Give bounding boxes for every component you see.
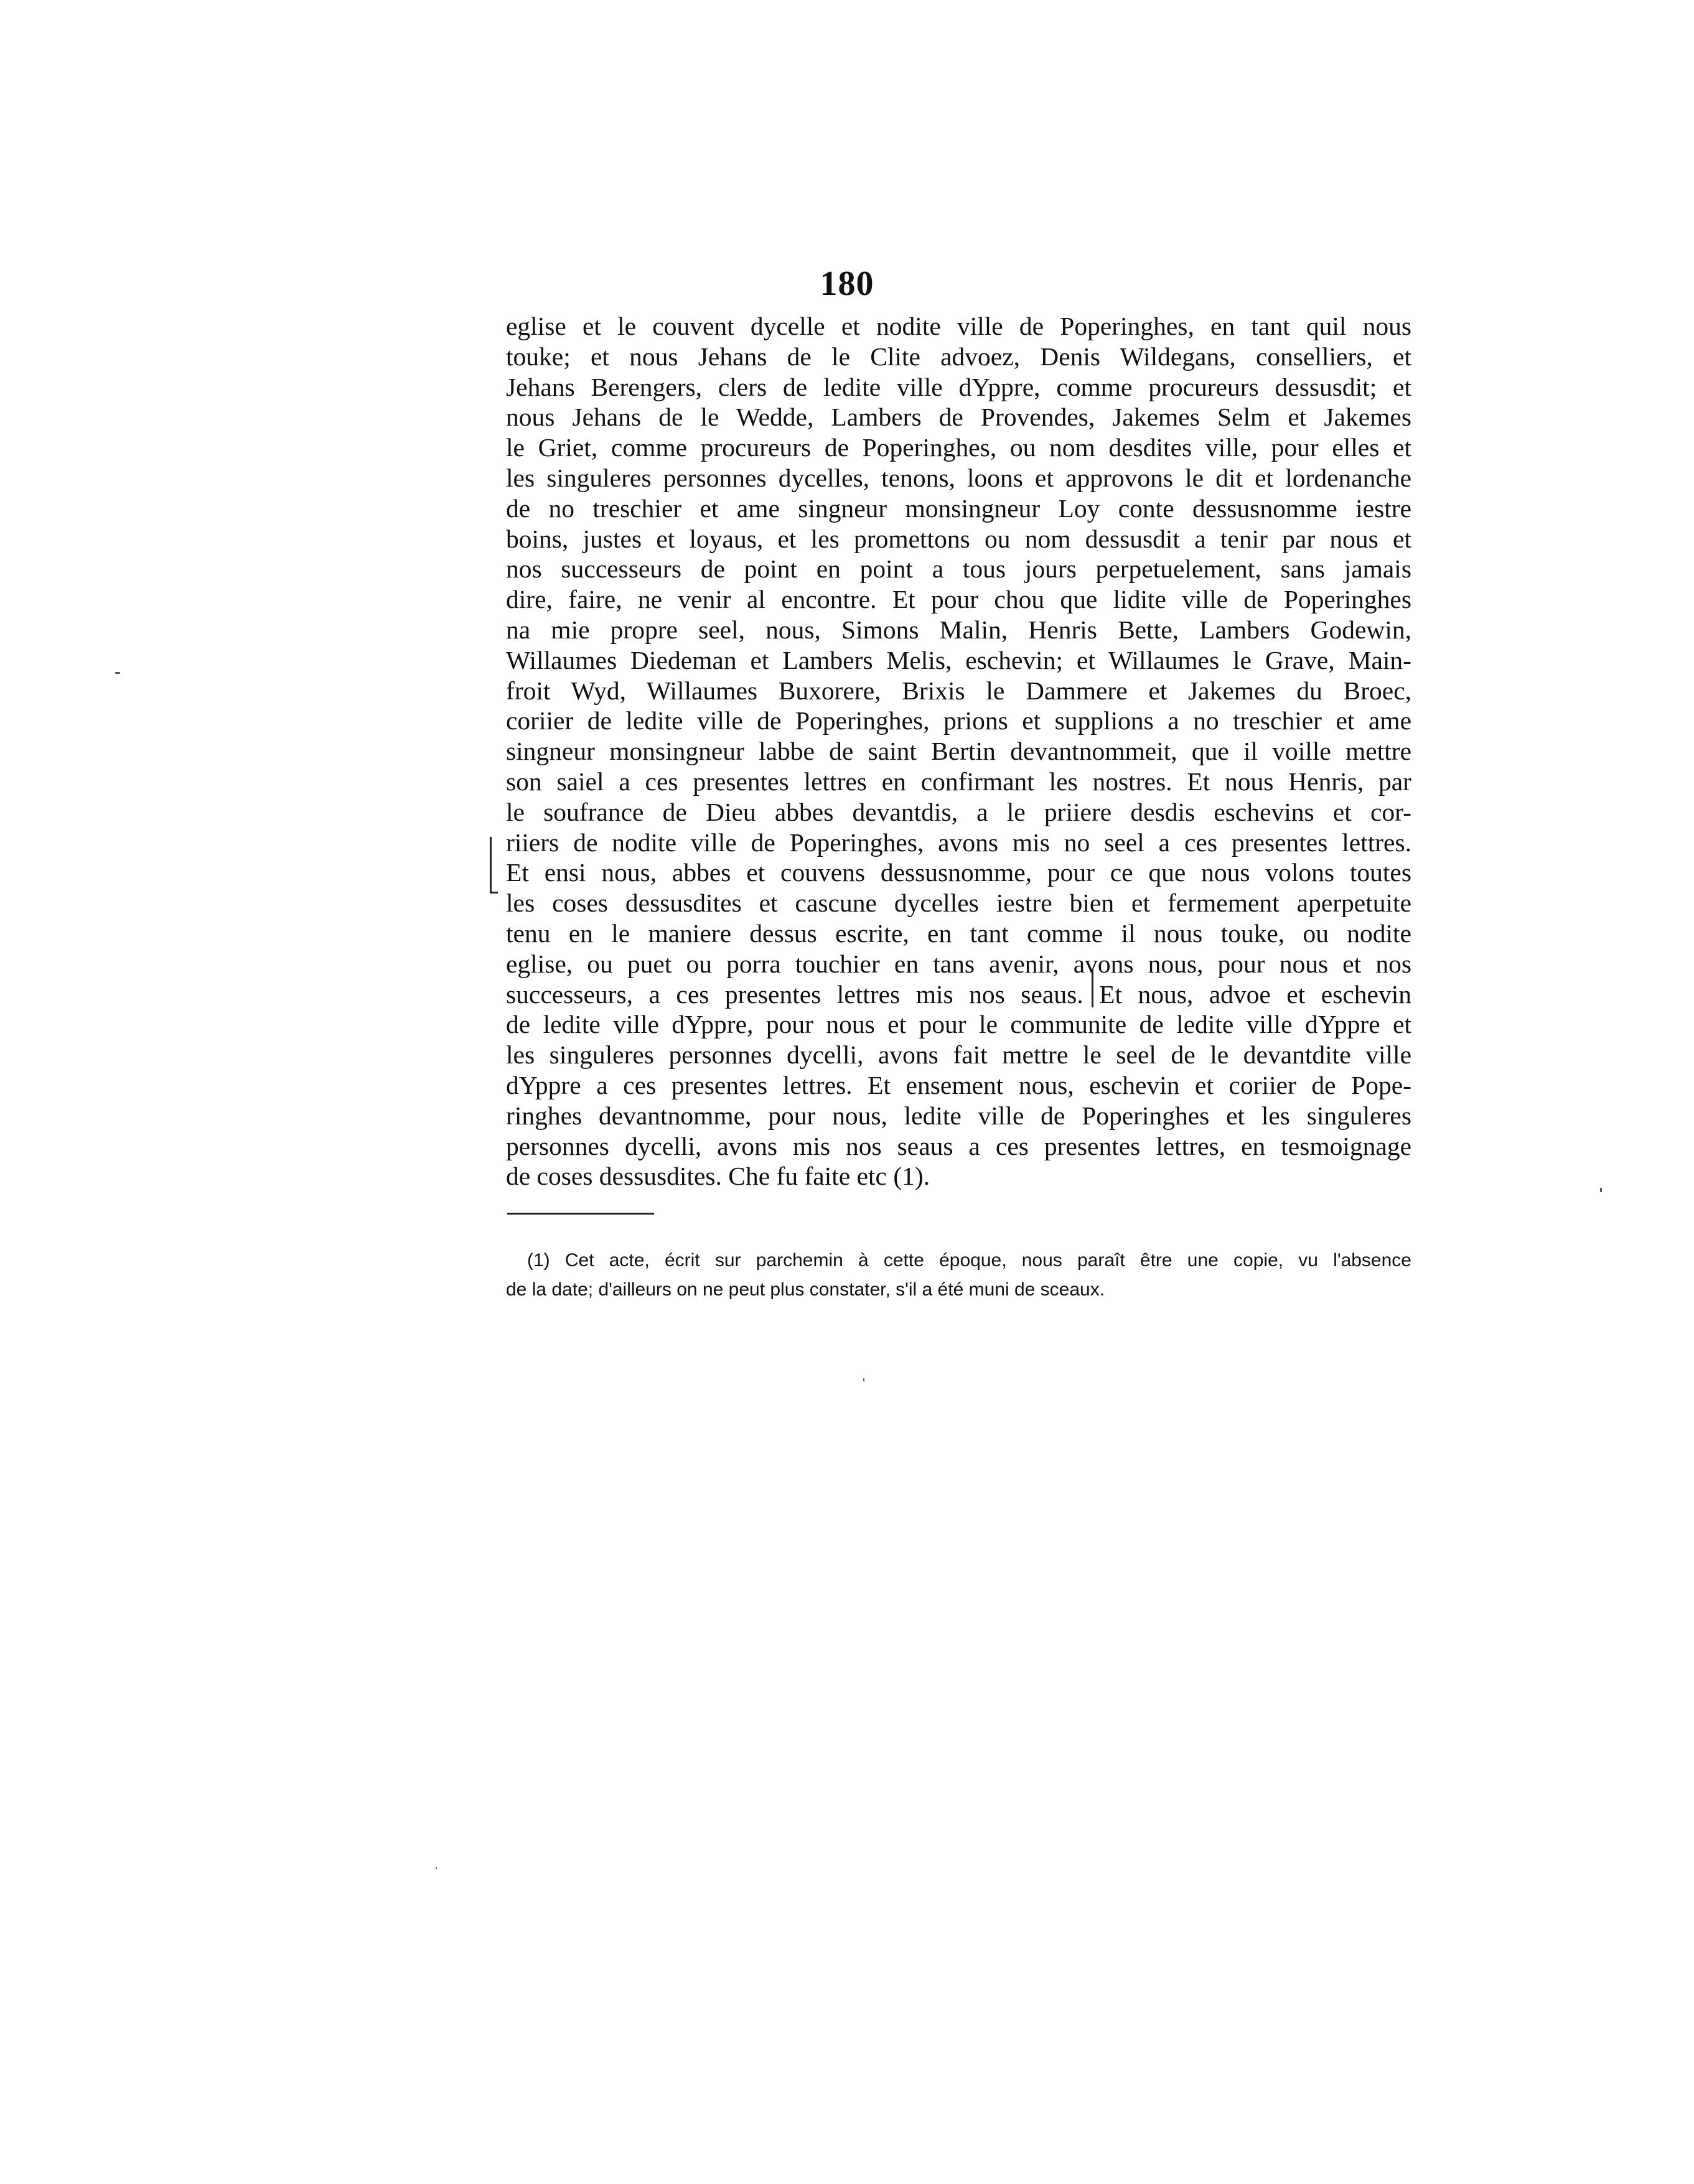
scan-speck bbox=[863, 1378, 864, 1381]
left-bracket-mark bbox=[490, 848, 498, 894]
text-line: les singuleres personnes dycelli, avons fait mettre le seel de le devantdite ville bbox=[506, 1040, 1411, 1070]
text-line: coriier de ledite ville de Poperinghes, prions et supplions a no treschier et ame bbox=[506, 706, 1411, 735]
footnote bbox=[506, 1246, 1411, 1304]
text-line: dYppre a ces presentes lettres. Et ensement nous, eschevin et coriier de Pope- bbox=[506, 1070, 1411, 1099]
text-line: les coses dessusdites et cascune dycelles iestre bien et fermement aperpetuite bbox=[506, 889, 1411, 918]
bracket-mark-tick bbox=[490, 837, 492, 849]
text-line: son saiel a ces presentes lettres en confirmant les nostres. Et nous Henris, par bbox=[506, 767, 1411, 796]
text-line: le Griet, comme procureurs de Poperinghes, ou nom desdites ville, pour elles et bbox=[506, 433, 1411, 462]
text-line: le soufrance de Dieu abbes devantdis, a le priiere desdis eschevins et cor- bbox=[506, 797, 1411, 826]
text-line: riiers de nodite ville de Poperinghes, avons mis no seel a ces presentes lettres. bbox=[506, 828, 1411, 857]
scan-speck bbox=[436, 1867, 437, 1869]
body-text bbox=[506, 311, 1411, 1192]
text-line: dire, faire, ne venir al encontre. Et pour chou que lidite ville de Poperinghes bbox=[506, 585, 1411, 614]
text-line: de coses dessusdites. Che fu faite etc (1). bbox=[506, 1162, 930, 1191]
text-line: eglise et le couvent dycelle et nodite ville de Poperinghes, en tant quil nous bbox=[506, 312, 1411, 340]
text-line: Jehans Berengers, clers de ledite ville dYppre, comme procureurs dessusdit; et bbox=[506, 372, 1411, 401]
text-line: nos successeurs de point en point a tous jours perpetuelement, sans jamais bbox=[506, 554, 1411, 584]
footnote-divider bbox=[507, 1213, 654, 1215]
text-line: tenu en le maniere dessus escrite, en tant comme il nous touke, ou nodite bbox=[506, 918, 1411, 948]
text-line: nous Jehans de le Wedde, Lambers de Provendes, Jakemes Selm et Jakemes bbox=[506, 403, 1411, 432]
text-line: successeurs, a ces presentes lettres mis nos seaus. Et nous, advoe et eschevin bbox=[506, 979, 1411, 1009]
text-line: ringhes devantnomme, pour nous, ledite ville de Poperinghes et les singuleres bbox=[506, 1101, 1411, 1130]
text-line: froit Wyd, Willaumes Buxorere, Brixis le Dammere et Jakemes du Broec, bbox=[506, 676, 1411, 705]
text-line: na mie propre seel, nous, Simons Malin, Henris Bette, Lambers Godewin, bbox=[506, 615, 1411, 644]
text-line: Et ensi nous, abbes et couvens dessusnomme, pour ce que nous volons toutes bbox=[506, 858, 1411, 887]
scan-speck bbox=[1600, 1188, 1602, 1192]
scan-speck bbox=[115, 672, 120, 674]
text-line: de ledite ville dYppre, pour nous et pour le communite de ledite ville dYppre et bbox=[506, 1010, 1411, 1039]
text-line: boins, justes et loyaus, et les promettons ou nom dessusdit a tenir par nous et bbox=[506, 524, 1411, 553]
text-line: de no treschier et ame singneur monsingneur Loy conte dessusnomme iestre bbox=[506, 493, 1411, 523]
footnote-line: de la date; d'ailleurs on ne peut plus constater, s'il a été muni de sceaux. bbox=[506, 1279, 1105, 1300]
text-line: les singuleres personnes dycelles, tenons, loons et approvons le dit et lordenanche bbox=[506, 463, 1411, 492]
right-bracket-mark bbox=[1087, 969, 1093, 1007]
text-line: singneur monsingneur labbe de saint Bertin devantnommeit, que il voille mettre bbox=[506, 737, 1411, 766]
page-number: 180 bbox=[820, 264, 874, 303]
text-line: Willaumes Diedeman et Lambers Melis, eschevin; et Willaumes le Grave, Main- bbox=[506, 645, 1411, 674]
footnote-line: (1) Cet acte, écrit sur parchemin à cette époque, nous paraît être une copie, vu l'absence bbox=[527, 1250, 1411, 1271]
text-line: eglise, ou puet ou porra touchier en tans avenir, avons nous, pour nous et nos bbox=[506, 949, 1411, 978]
text-line: personnes dycelli, avons mis nos seaus a ces presentes lettres, en tesmoignage bbox=[506, 1131, 1411, 1160]
text-line: touke; et nous Jehans de le Clite advoez, Denis Wildegans, conselliers, et bbox=[506, 342, 1411, 371]
